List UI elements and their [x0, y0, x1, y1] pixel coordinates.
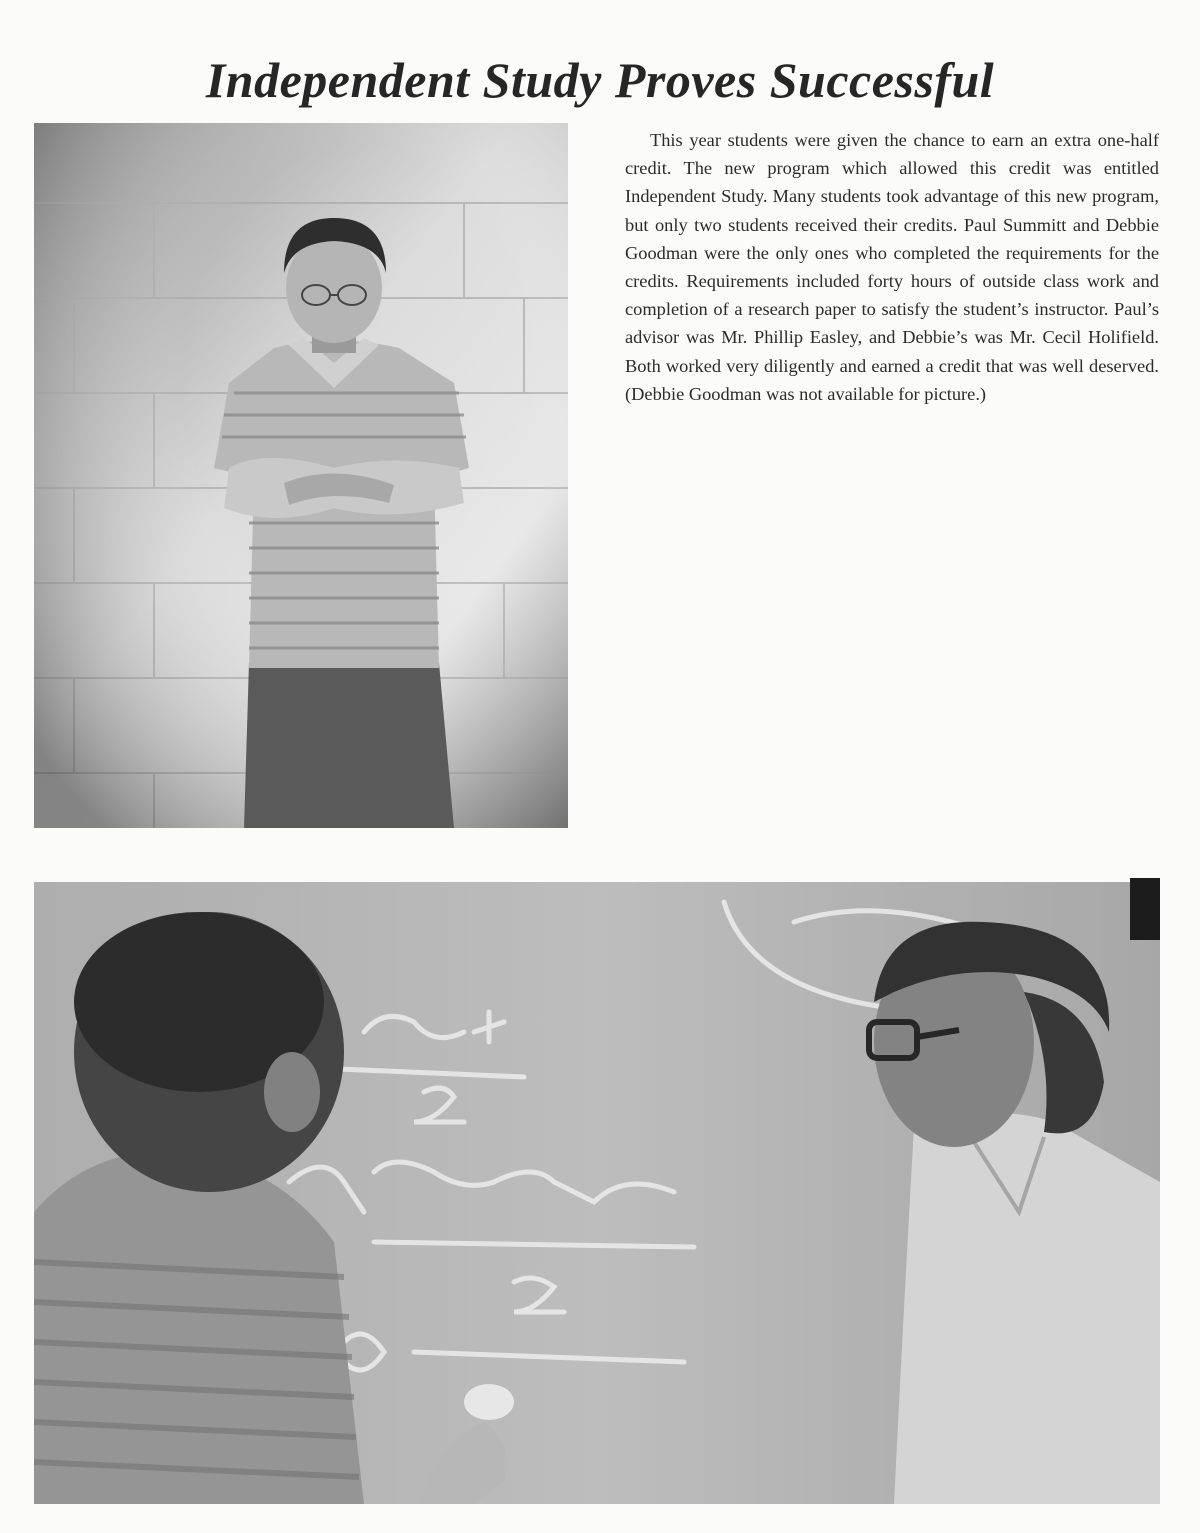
- page-title: Independent Study Proves Successful: [205, 51, 995, 108]
- page-edge-tab: [1130, 878, 1160, 940]
- article-body: This year students were given the chance to earn an extra one-half credit. The new program which allowed this credit was entitled Independent Study. Many students took advantage of this new program, but only two students received their credits. Paul Summitt and Debbie Goodman were the only ones who completed the requirements for the credits. Requirements included forty hours of outside class work and completion of a research paper to satisfy the student’s instructor. Paul’s advisor was Mr. Phillip Easley, and Debbie’s was Mr. Cecil Holifield. Both worked very diligently and earned a credit that was well deserved. (Debbie Goodman was not available for picture.): [625, 130, 1159, 404]
- chalkboard-discussion-photo: [34, 882, 1160, 1504]
- student-portrait-photo: [34, 123, 568, 828]
